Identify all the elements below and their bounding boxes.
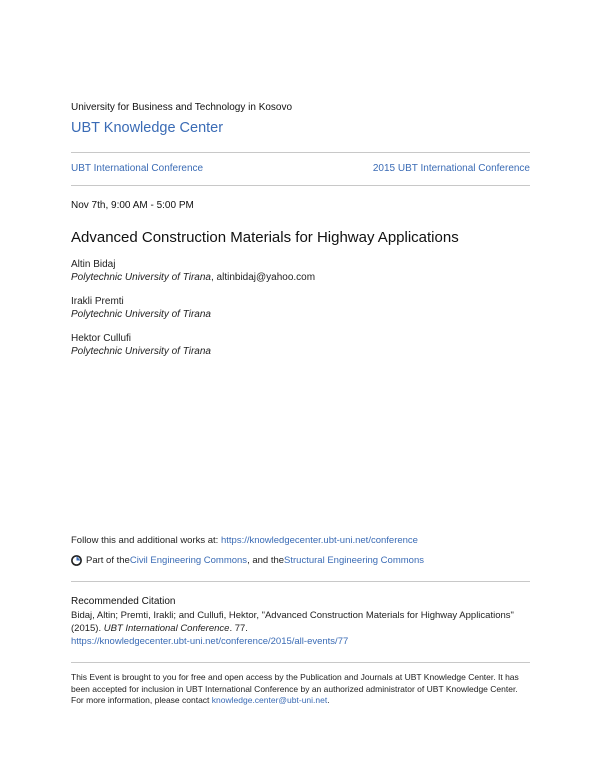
follow-prefix: Follow this and additional works at: bbox=[71, 535, 221, 546]
contact-email-link[interactable]: knowledge.center@ubt-uni.net bbox=[211, 695, 328, 705]
author-name: Irakli Premti bbox=[71, 296, 124, 307]
recommended-citation-heading: Recommended Citation bbox=[71, 596, 176, 607]
author-name: Altin Bidaj bbox=[71, 259, 116, 270]
notice-end: . bbox=[327, 695, 330, 705]
author-affiliation: Polytechnic University of Tirana bbox=[71, 309, 211, 320]
knowledge-center-link[interactable]: UBT Knowledge Center bbox=[71, 120, 224, 136]
author-2 bbox=[71, 295, 211, 321]
part-of-line bbox=[71, 555, 424, 566]
citation-body: Bidaj, Altin; Premti, Irakli; and Cullufi, Hektor, "Advanced Construction Materials for Highway Applications" (2015). bbox=[71, 610, 514, 634]
citation-text bbox=[71, 609, 530, 648]
paper-title: Advanced Construction Materials for Highway Applications bbox=[71, 229, 459, 246]
divider bbox=[71, 185, 530, 186]
author-1: Altin Bidaj Polytechnic University of Tirana, altinbidaj@yahoo.com bbox=[71, 259, 316, 283]
conference-year-link[interactable]: 2015 UBT International Conference bbox=[372, 163, 530, 174]
structural-engineering-commons-link[interactable]: Structural Engineering Commons bbox=[284, 555, 424, 566]
notice-text: This Event is brought to you for free and open access by the Publication and Journals at UBT Knowledge Center. It has been accepted for inclusion in UBT International Conference by an authorized administrator of UBT Knowledge Center. For more information, please contact bbox=[71, 672, 519, 705]
commons-icon bbox=[71, 555, 82, 566]
civil-engineering-commons-link[interactable]: Civil Engineering Commons bbox=[129, 555, 248, 566]
divider bbox=[71, 662, 530, 663]
follow-url-link[interactable]: https://knowledgecenter.ubt-uni.net/conference bbox=[220, 535, 418, 546]
conference-row bbox=[71, 163, 530, 174]
access-notice bbox=[71, 672, 530, 707]
conference-link[interactable]: UBT International Conference bbox=[71, 163, 204, 174]
author-email: altinbidaj@yahoo.com bbox=[216, 272, 316, 283]
author-3 bbox=[71, 332, 211, 358]
author-name: Hektor Cullufi bbox=[71, 333, 132, 344]
author-affiliation: Polytechnic University of Tirana bbox=[71, 346, 211, 357]
citation-url-link[interactable]: https://knowledgecenter.ubt-uni.net/conference/2015/all-events/77 bbox=[71, 636, 349, 647]
part-of-prefix: Part of the bbox=[86, 555, 130, 566]
divider bbox=[71, 581, 530, 582]
part-of-middle: , and the bbox=[247, 555, 285, 566]
author-affiliation: Polytechnic University of Tirana bbox=[71, 272, 211, 283]
follow-line bbox=[71, 535, 418, 546]
citation-conference: UBT International Conference bbox=[103, 623, 230, 634]
divider bbox=[71, 152, 530, 153]
event-date: Nov 7th, 9:00 AM - 5:00 PM bbox=[71, 200, 194, 211]
citation-number: . 77. bbox=[229, 623, 248, 634]
university-name: University for Business and Technology in Kosovo bbox=[71, 102, 293, 113]
